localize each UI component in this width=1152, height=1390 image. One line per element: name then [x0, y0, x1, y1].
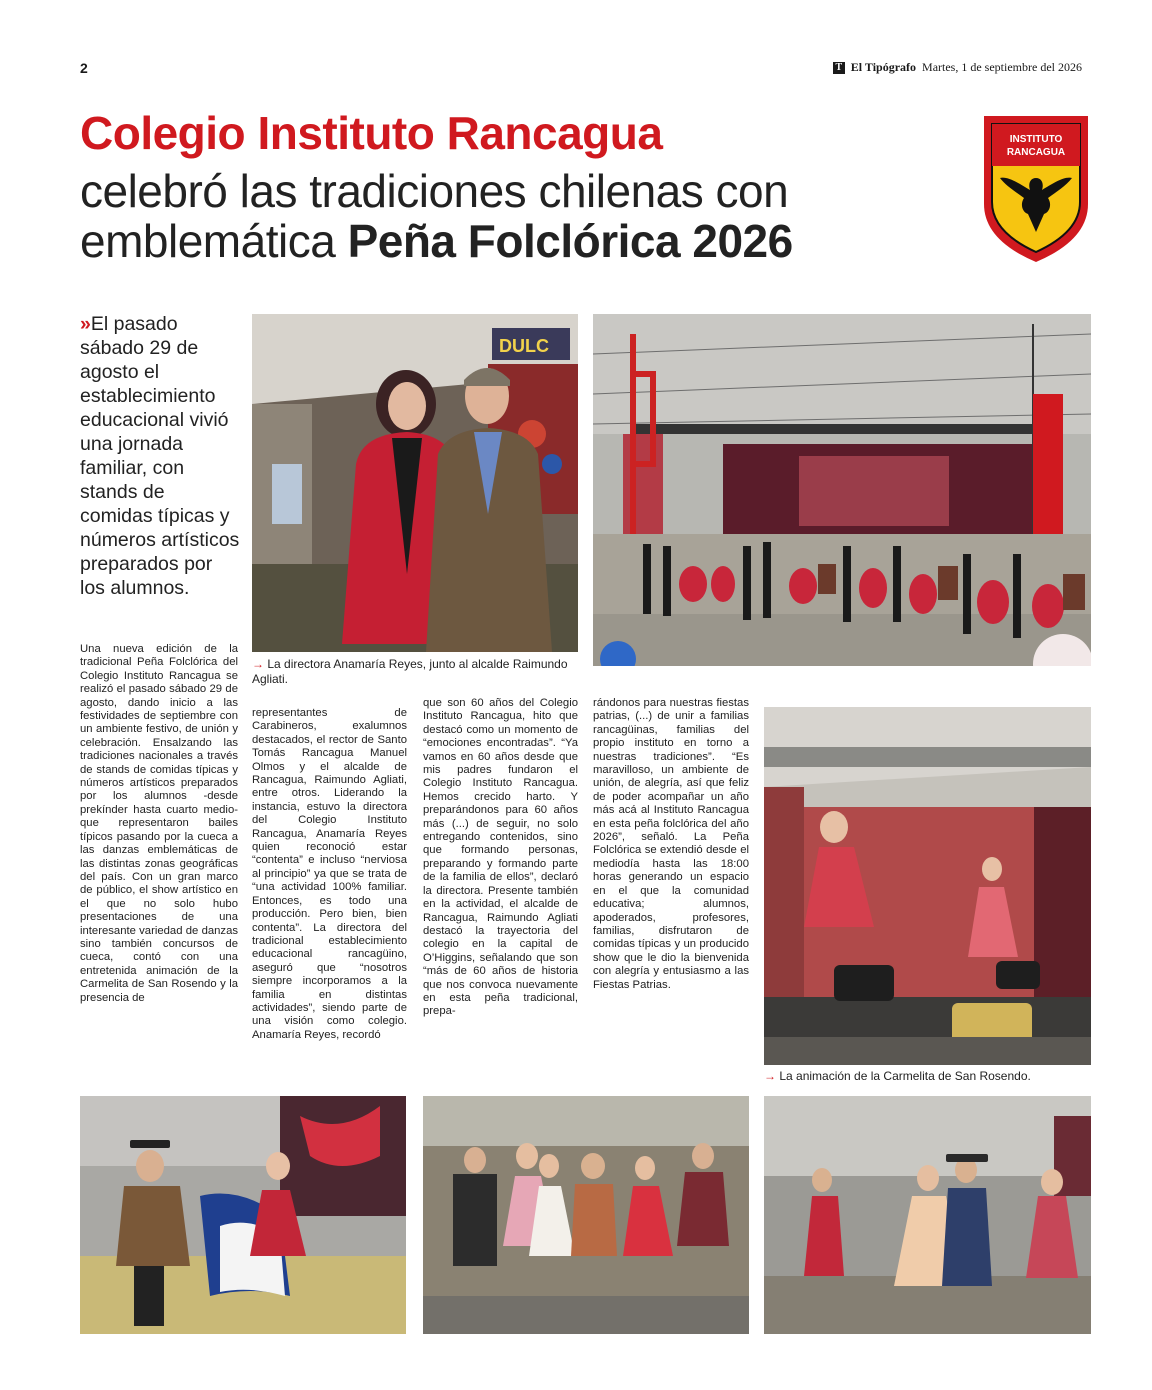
body-text-4: rándonos para nuestras fiestas patrias, (...) de unir a familias rancagüinas, familias del propio instituto en torno a nuestras tradiciones”. “Es maravilloso, un ambiente de unión, de alegría, así que feliz de poder acompañar un año más acá al Instituto Rancagua en esta peña folclórica del año 2026”, señaló. La Peña Folclórica se extendió desde el mediodía hasta las 18:00 horas generando un espacio en el que la comunidad educativa; alumnos, apoderados, profesores, familias, disfrutaron de comidas típicas y un producido show que le dio la bienvenida con alegría y entusiasmo a las Fiestas Patrias.: [593, 697, 749, 991]
body-text-1: Una nueva edición de la tradicional Peña Folclórica del Colegio Instituto Rancagua se realizó el pasado sábado 29 de agosto, dando inicio a las festividades de septiembre con un ambiente festivo, de unión y celebración. Ensalzando las tradiciones nacionales a través de stands de comidas típicas y números artísticos preparados por los alumnos -desde prekínder hasta cuarto medio- que representaron bailes típicos pasando por la cueca a las danzas emblemáticas de las distintas zonas geográficas del país. Con un gran marco de público, el show artístico en el que no solo hubo presentaciones de una interesante variedad de danzas sino también concursos de cueca, contó con una entretenida animación de la Carmelita de San Rosendo y la presencia de: [80, 643, 238, 1004]
crest-text-line2: RANCAGUA: [1006, 147, 1066, 158]
body-column-4: [593, 697, 749, 992]
caption-arrow-icon: →: [252, 657, 264, 671]
photo-directora-alcalde: [252, 314, 578, 652]
photo-dancers-hall: [764, 1096, 1091, 1334]
lead-paragraph: [80, 312, 240, 600]
crest-text-line1: INSTITUTO: [1009, 134, 1063, 145]
school-crest-logo: [980, 112, 1092, 264]
lead-marker-icon: »: [80, 313, 91, 335]
issue-date: Martes, 1 de septiembre del 2026: [922, 60, 1082, 74]
body-text-2: representantes de Carabineros, exalumnos destacados, el rector de Santo Tomás Rancagua Manuel Olmos y el alcalde de Rancagua, Raimundo Agliati, entre otros. Liderando la instancia, estuvo la directora del Colegio Instituto Rancagua, Anamaría Reyes quien reconoció estar “contenta” e incluso “nerviosa al principio” ya que se trata de “una actividad 100% familiar. Entonces, es todo una producción. Pero bien, bien contenta”. La directora del tradicional establecimiento educacional rancagüino, aseguró que “nosotros siempre incorporamos a la familia en distintas actividades”, siendo parte de una visión como colegio. Anamaría Reyes, recordó: [252, 707, 407, 1041]
masthead: [833, 60, 1082, 75]
headline-line1: Colegio Instituto Rancagua: [80, 107, 663, 159]
publication-name: El Tipógrafo: [850, 60, 917, 74]
body-column-3: [423, 697, 578, 1019]
caption-photo-3: [764, 1069, 1091, 1084]
photo-carmelita-stage: [764, 707, 1091, 1065]
caption-arrow-icon: →: [764, 1069, 776, 1083]
body-column-2: [252, 707, 407, 1042]
caption-text-3: La animación de la Carmelita de San Rosendo.: [779, 1069, 1031, 1083]
lead-text: El pasado sábado 29 de agosto el establecimiento educacional vivió una jornada familiar, con stands de comidas típicas y números artísticos preparados por los alumnos.: [80, 313, 240, 599]
headline-line2: celebró las tradiciones chilenas con: [80, 165, 789, 217]
body-column-1: [80, 643, 238, 1005]
caption-text-1: La directora Anamaría Reyes, junto al alcalde Raimundo Agliati.: [252, 657, 568, 686]
body-text-3: que son 60 años del Colegio Instituto Rancagua, hito que destacó como un momento de “emociones encontradas”. “Ya vamos en 60 años desde que mis padres fundaron el Colegio Instituto Rancagua. Hemos crecido harto. Y preparándonos para 60 años más (...) de seguir, no solo entregando contenidos, sino que formando personas, preparando y formando parte de la familia de ellos”, declaró la directora. Presente también en la actividad, el alcalde de Rancagua, Raimundo Agliati destacó la trayectoria del colegio en la capital de O’Higgins, señalando que son “más de 60 años de historia que nos convoca nuevamente en esta peña tradicional, prepa-: [423, 697, 578, 1018]
stand-sign: DULC: [499, 336, 549, 356]
photo-young-man-flag: [80, 1096, 406, 1334]
page-number: 2: [80, 60, 88, 76]
photo-stage-group: [593, 314, 1091, 666]
photo-children-group: [423, 1096, 749, 1334]
headline-line3: [80, 214, 793, 268]
publication-logo-icon: T: [833, 62, 845, 74]
headline-line3-plain: emblemática: [80, 215, 348, 267]
headline-line3-bold: Peña Folclórica 2026: [347, 215, 793, 267]
caption-photo-1: [252, 657, 572, 687]
